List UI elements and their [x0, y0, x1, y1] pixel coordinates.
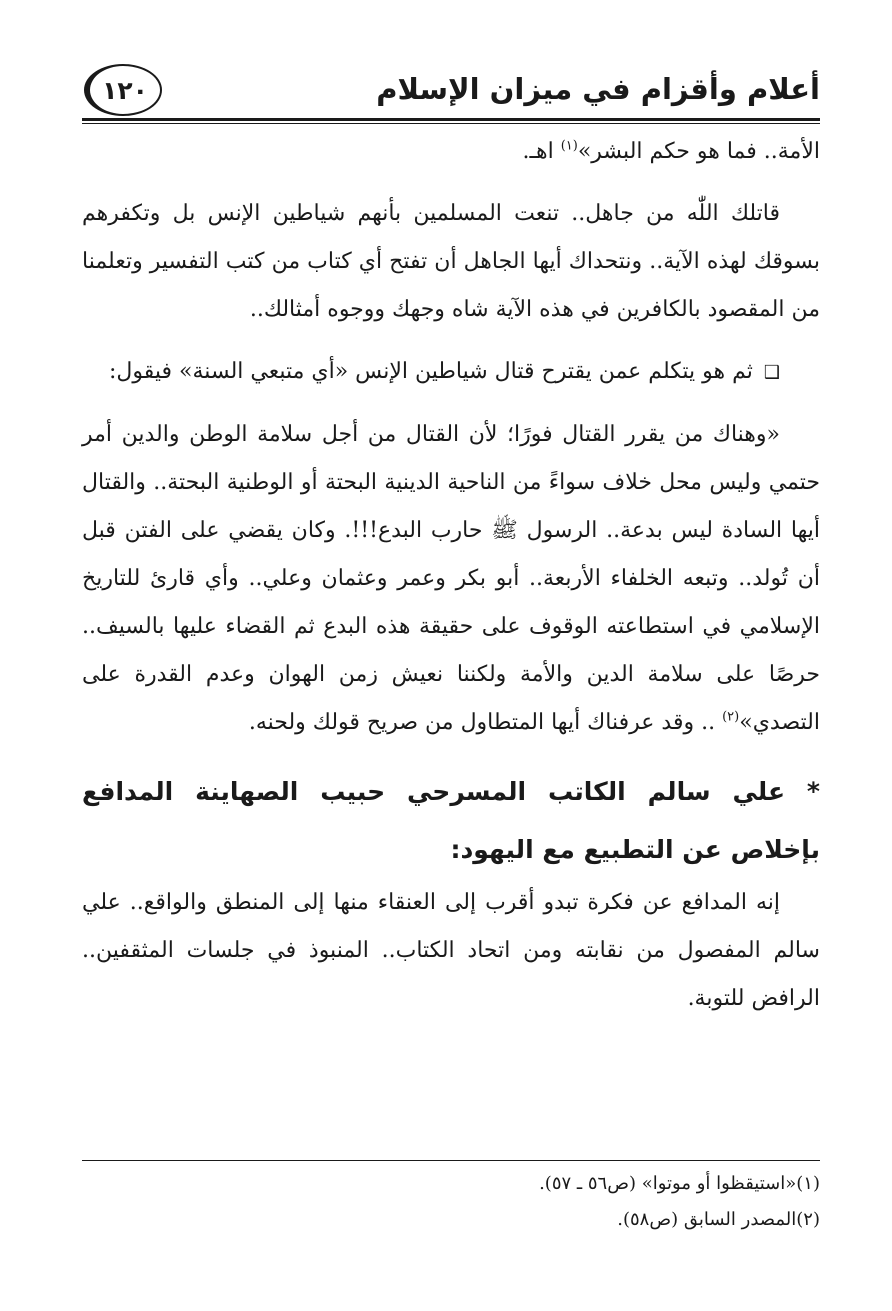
paragraph-3 [82, 348, 820, 397]
section-heading: * علي سالم الكاتب المسرحي حبيب الصهاينة المدافع بإخلاص عن التطبيع مع اليهود: [82, 777, 820, 864]
paragraph-2: قاتلك اللّٰه من جاهل.. تنعت المسلمين بأنهم شياطين الإنس بل وتكفرهم بسوقك لهذه الآية.. ونتحداك أيها الجاهل أن تفتح أي كتاب من كتب التفسير وتعلمنا من المقصود بالكافرين في هذه الآية شاه وجهك ووجوه أمثالك.. [82, 201, 820, 322]
body-text [82, 128, 820, 1023]
footnote-1-marker: (١) [796, 1173, 820, 1194]
paragraph-4-text: «وهناك من يقرر القتال فورًا؛ لأن القتال من أجل سلامة الوطن والدين أمر حتمي وليس محل خلاف سواءً من الناحية الدينية البحتة أو الوطنية البحتة.. والقتال أيها السادة ليس بدعة.. الرسول ﷺ حارب البدع!!!. وكان يقضي على الفتن قبل أن تُولد.. وتبعه الخلفاء الأربعة.. أبو بكر وعمر وعثمان وعلي.. وأي قارئ للتاريخ الإسلامي في استطاعته الوقوف على حقيقة هذه البدع ثم القضاء عليها بالسيف.. حرصًا على سلامة الدين والأمة ولكننا نعيش زمن الهوان وعدم القدرة على التصدي» [82, 422, 820, 735]
paragraph-3-text: ثم هو يتكلم عمن يقترح قتال شياطين الإنس «أي متبعي السنة» فيقول: [109, 359, 760, 384]
page-header [82, 62, 820, 120]
paragraph-4-end: .. وقد عرفناك أيها المتطاول من صريح قولك ولحنه. [248, 710, 723, 735]
footnote-rule [82, 1160, 820, 1161]
paragraph-1 [82, 128, 820, 176]
footnote-ref-1: (١) [560, 138, 578, 154]
footnote-2 [82, 1202, 820, 1238]
square-bullet-icon: ❑ [763, 362, 780, 383]
footnotes [82, 1166, 820, 1238]
footnote-ref-2: (٢) [722, 709, 740, 725]
footnote-1 [82, 1166, 820, 1202]
header-rule-thin [82, 123, 820, 124]
footnote-2-marker: (٢) [796, 1209, 820, 1230]
paragraph-1-end: اهـ. [522, 139, 561, 164]
paragraph-5: إنه المدافع عن فكرة تبدو أقرب إلى العنقاء منها إلى المنطق والواقع.. علي سالم المفصول من نقابته ومن اتحاد الكتاب.. المنبوذ في جلسات المثقفين.. الرافض للتوبة. [82, 890, 820, 1011]
paragraph-4-quote [82, 411, 820, 747]
running-title: أعلام وأقزام في ميزان الإسلام [376, 72, 820, 106]
page-number: ١٢٠ [84, 64, 162, 116]
footnote-1-text: «استيقظوا أو موتوا» (ص٥٦ ـ ٥٧). [539, 1173, 797, 1194]
footnote-2-text: المصدر السابق (ص٥٨). [617, 1209, 797, 1230]
paragraph-1-text: الأمة.. فما هو حكم البشر» [577, 139, 820, 164]
header-rule [82, 118, 820, 121]
